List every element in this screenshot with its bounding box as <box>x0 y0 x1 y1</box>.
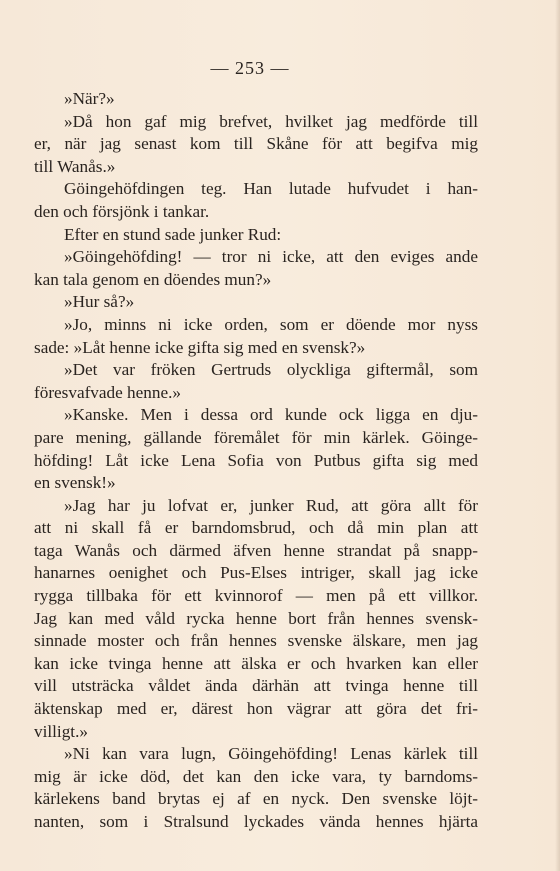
text-line: »Ni kan vara lugn, Göingehöfding! Lenas kärlek till <box>64 744 478 764</box>
text-line: »Jo, minns ni icke orden, som er döende mor nyss <box>64 314 478 334</box>
text-line: sinnade moster och från hennes svenske älskare, men jag <box>34 631 478 651</box>
text-line: äktenskap med er, därest hon vägrar att göra det fri- <box>34 699 478 719</box>
text-line: sade: »Låt henne icke gifta sig med en svensk?» <box>34 337 366 357</box>
page-edge-shadow <box>555 0 560 871</box>
text-line: föresvafvade henne.» <box>34 382 181 402</box>
text-line: »När?» <box>64 89 115 108</box>
text-line: »Hur så?» <box>64 292 135 312</box>
text-line: den och försjönk i tankar. <box>34 201 210 221</box>
text-line: till Wanås.» <box>34 156 116 176</box>
text-line: taga Wanås och därmed äfven henne strandat på snapp- <box>34 540 478 560</box>
text-line: mig är icke död, det kan den icke vara, ty barndoms- <box>34 766 478 786</box>
text-line: »Då hon gaf mig brefvet, hvilket jag medförde till <box>64 111 478 131</box>
page-number: — 253 — <box>210 58 290 78</box>
text-line: kan icke tvinga henne att älska er och hvarken kan eller <box>34 653 478 673</box>
text-line: Göingehöfdingen teg. Han lutade hufvudet i han- <box>64 179 478 199</box>
text-line: kan tala genom en döendes mun?» <box>34 269 272 289</box>
text-line: Jag kan med våld rycka henne bort från hennes svensk- <box>34 608 478 628</box>
text-line: höfding! Låt icke Lena Sofia von Putbus gifta sig med <box>34 450 478 470</box>
text-line: kärlekens band brytas ej af en nyck. Den svenske löjt- <box>34 789 478 809</box>
text-line: hanarnes oenighet och Pus-Elses intriger, skall jag icke <box>34 563 478 583</box>
body-text <box>34 88 478 834</box>
text-line: er, när jag senast kom till Skåne för att begifva mig <box>34 134 478 154</box>
text-line: »Kanske. Men i dessa ord kunde ock ligga en dju- <box>64 405 478 425</box>
text-line: Efter en stund sade junker Rud: <box>64 224 282 244</box>
text-line: »Det var fröken Gertruds olyckliga giftermål, som <box>64 360 478 380</box>
text-line: att ni skall få er barndomsbrud, och då min plan att <box>34 518 478 538</box>
text-line: »Jag har ju lofvat er, junker Rud, att göra allt för <box>64 495 478 515</box>
text-line: en svensk!» <box>34 473 116 493</box>
text-line: nanten, som i Stralsund lyckades vända hennes hjärta <box>34 812 478 831</box>
text-line: pare mening, gällande föremålet för min kärlek. Göinge- <box>34 427 478 447</box>
text-line: rygga tillbaka för ett kvinnorof — men på ett villkor. <box>34 586 478 606</box>
text-line: villigt.» <box>34 721 88 741</box>
text-line: »Göingehöfding! — tror ni icke, att den eviges ande <box>64 247 478 267</box>
text-line: vill utsträcka våldet ända därhän att tvinga henne till <box>34 676 478 696</box>
